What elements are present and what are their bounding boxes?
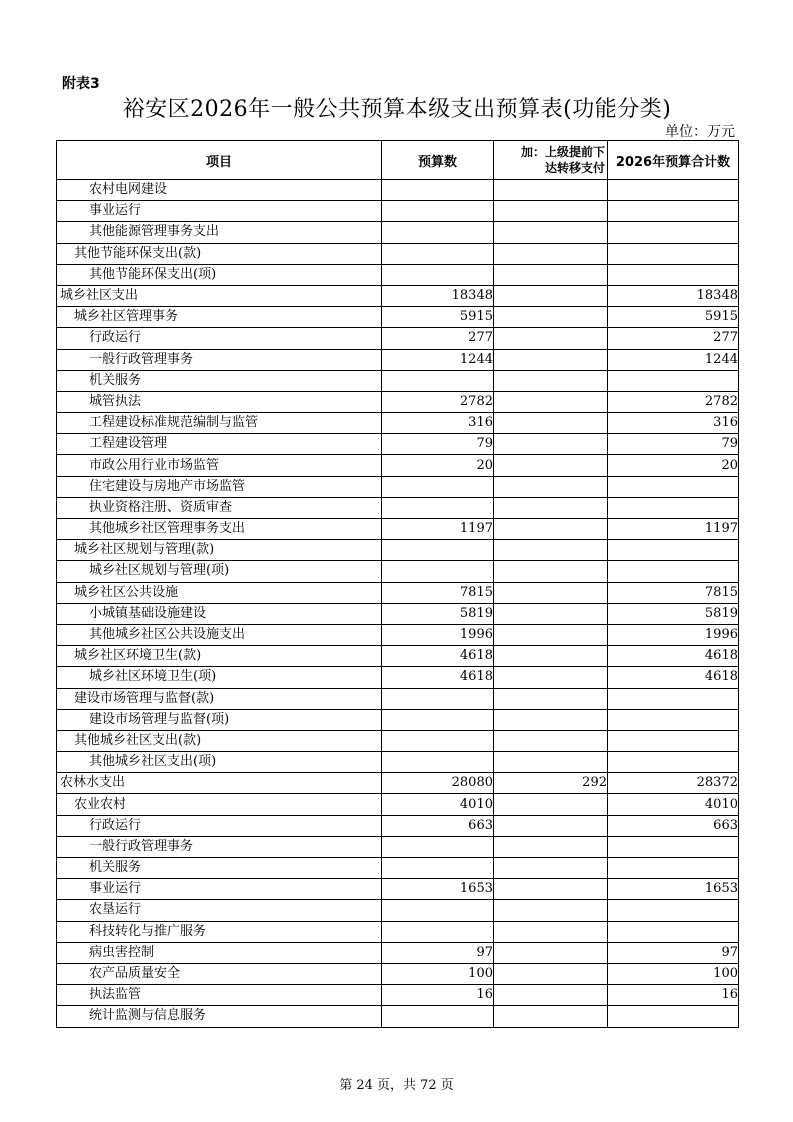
budget-cell — [382, 730, 494, 751]
total-cell: 316 — [608, 413, 739, 434]
transfer-cell — [494, 624, 608, 645]
item-name-cell: 病虫害控制 — [57, 942, 382, 963]
table-row — [57, 476, 739, 497]
table-row — [57, 900, 739, 921]
table-row — [57, 519, 739, 540]
transfer-cell — [494, 307, 608, 328]
total-cell: 20 — [608, 455, 739, 476]
total-cell: 16 — [608, 985, 739, 1006]
budget-table — [56, 140, 739, 1028]
budget-cell: 2782 — [382, 391, 494, 412]
table-row — [57, 243, 739, 264]
item-name-cell: 城乡社区管理事务 — [57, 307, 382, 328]
transfer-cell — [494, 603, 608, 624]
item-name-cell: 城乡社区规划与管理(项) — [57, 561, 382, 582]
budget-cell — [382, 222, 494, 243]
budget-cell — [382, 476, 494, 497]
total-cell — [608, 688, 739, 709]
table-row — [57, 582, 739, 603]
total-cell: 277 — [608, 328, 739, 349]
item-name-cell: 城乡社区支出 — [57, 285, 382, 306]
col-header-budget: 预算数 — [382, 141, 494, 180]
table-row — [57, 752, 739, 773]
item-name-cell: 其他城乡社区公共设施支出 — [57, 624, 382, 645]
total-cell — [608, 201, 739, 222]
budget-cell — [382, 201, 494, 222]
table-row — [57, 858, 739, 879]
table-row — [57, 497, 739, 518]
table-header-row — [57, 141, 739, 180]
transfer-cell — [494, 540, 608, 561]
table-body — [57, 180, 739, 1028]
transfer-cell — [494, 985, 608, 1006]
item-name-cell: 其他城乡社区支出(项) — [57, 752, 382, 773]
unit-label: 单位：万元 — [665, 124, 735, 140]
budget-cell: 1996 — [382, 624, 494, 645]
budget-cell: 100 — [382, 963, 494, 984]
budget-cell: 4618 — [382, 667, 494, 688]
budget-cell: 316 — [382, 413, 494, 434]
table-row — [57, 561, 739, 582]
col-header-transfer — [494, 141, 608, 180]
budget-cell: 1197 — [382, 519, 494, 540]
total-cell — [608, 709, 739, 730]
budget-cell — [382, 370, 494, 391]
transfer-cell — [494, 879, 608, 900]
table-row — [57, 370, 739, 391]
transfer-cell — [494, 497, 608, 518]
transfer-cell — [494, 900, 608, 921]
budget-cell: 4618 — [382, 646, 494, 667]
total-cell: 4618 — [608, 667, 739, 688]
budget-cell — [382, 921, 494, 942]
total-cell: 1197 — [608, 519, 739, 540]
budget-cell: 1244 — [382, 349, 494, 370]
col-header-item: 项目 — [57, 141, 382, 180]
total-cell: 97 — [608, 942, 739, 963]
budget-cell: 28080 — [382, 773, 494, 794]
transfer-cell — [494, 264, 608, 285]
transfer-cell — [494, 858, 608, 879]
total-cell — [608, 476, 739, 497]
transfer-cell — [494, 921, 608, 942]
col-header-transfer-line2: 达转移支付 — [544, 161, 605, 175]
item-name-cell: 城乡社区环境卫生(项) — [57, 667, 382, 688]
table-row — [57, 180, 739, 201]
total-cell — [608, 730, 739, 751]
page-title: 裕安区2026年一般公共预算本级支出预算表(功能分类) — [122, 97, 672, 122]
item-name-cell: 行政运行 — [57, 815, 382, 836]
table-row — [57, 773, 739, 794]
total-cell — [608, 497, 739, 518]
budget-cell — [382, 688, 494, 709]
transfer-cell — [494, 180, 608, 201]
transfer-cell — [494, 752, 608, 773]
table-row — [57, 942, 739, 963]
total-cell — [608, 900, 739, 921]
budget-cell — [382, 900, 494, 921]
total-cell: 2782 — [608, 391, 739, 412]
table-row — [57, 836, 739, 857]
table-row — [57, 815, 739, 836]
item-name-cell: 行政运行 — [57, 328, 382, 349]
budget-cell — [382, 836, 494, 857]
transfer-cell — [494, 519, 608, 540]
table-row — [57, 879, 739, 900]
total-cell: 5915 — [608, 307, 739, 328]
total-cell: 28372 — [608, 773, 739, 794]
item-name-cell: 农业农村 — [57, 794, 382, 815]
transfer-cell — [494, 391, 608, 412]
item-name-cell: 农垦运行 — [57, 900, 382, 921]
table-row — [57, 264, 739, 285]
budget-cell — [382, 180, 494, 201]
item-name-cell: 农产品质量安全 — [57, 963, 382, 984]
transfer-cell — [494, 688, 608, 709]
total-cell: 1653 — [608, 879, 739, 900]
table-row — [57, 709, 739, 730]
transfer-cell — [494, 285, 608, 306]
budget-cell — [382, 243, 494, 264]
item-name-cell: 农林水支出 — [57, 773, 382, 794]
item-name-cell: 事业运行 — [57, 201, 382, 222]
budget-cell: 663 — [382, 815, 494, 836]
table-row — [57, 349, 739, 370]
table-row — [57, 1006, 739, 1027]
transfer-cell — [494, 730, 608, 751]
total-cell: 100 — [608, 963, 739, 984]
transfer-cell — [494, 370, 608, 391]
table-row — [57, 413, 739, 434]
transfer-cell — [494, 963, 608, 984]
item-name-cell: 一般行政管理事务 — [57, 349, 382, 370]
item-name-cell: 统计监测与信息服务 — [57, 1006, 382, 1027]
total-cell — [608, 752, 739, 773]
table-row — [57, 921, 739, 942]
item-name-cell: 市政公用行业市场监管 — [57, 455, 382, 476]
transfer-cell — [494, 667, 608, 688]
transfer-cell — [494, 434, 608, 455]
total-cell: 4618 — [608, 646, 739, 667]
budget-cell: 79 — [382, 434, 494, 455]
budget-cell: 277 — [382, 328, 494, 349]
total-cell — [608, 243, 739, 264]
total-cell: 663 — [608, 815, 739, 836]
transfer-cell — [494, 561, 608, 582]
budget-cell: 1653 — [382, 879, 494, 900]
item-name-cell: 事业运行 — [57, 879, 382, 900]
total-cell — [608, 561, 739, 582]
budget-cell: 5819 — [382, 603, 494, 624]
table-row — [57, 285, 739, 306]
total-cell — [608, 222, 739, 243]
total-cell — [608, 540, 739, 561]
item-name-cell: 其他城乡社区管理事务支出 — [57, 519, 382, 540]
table-row — [57, 963, 739, 984]
transfer-cell: 292 — [494, 773, 608, 794]
table-row — [57, 222, 739, 243]
total-cell: 79 — [608, 434, 739, 455]
item-name-cell: 其他节能环保支出(项) — [57, 264, 382, 285]
total-cell — [608, 180, 739, 201]
budget-cell — [382, 561, 494, 582]
budget-cell: 18348 — [382, 285, 494, 306]
budget-cell: 7815 — [382, 582, 494, 603]
item-name-cell: 执法监管 — [57, 985, 382, 1006]
item-name-cell: 机关服务 — [57, 370, 382, 391]
total-cell: 7815 — [608, 582, 739, 603]
total-cell — [608, 921, 739, 942]
page-footer: 第 24 页，共 72 页 — [339, 1078, 454, 1093]
transfer-cell — [494, 1006, 608, 1027]
table-row — [57, 730, 739, 751]
item-name-cell: 执业资格注册、资质审查 — [57, 497, 382, 518]
table-row — [57, 391, 739, 412]
total-cell: 18348 — [608, 285, 739, 306]
budget-cell: 4010 — [382, 794, 494, 815]
total-cell — [608, 370, 739, 391]
budget-cell: 16 — [382, 985, 494, 1006]
total-cell — [608, 836, 739, 857]
item-name-cell: 其他能源管理事务支出 — [57, 222, 382, 243]
budget-cell — [382, 540, 494, 561]
table-row — [57, 434, 739, 455]
transfer-cell — [494, 582, 608, 603]
item-name-cell: 农村电网建设 — [57, 180, 382, 201]
item-name-cell: 住宅建设与房地产市场监管 — [57, 476, 382, 497]
total-cell: 1244 — [608, 349, 739, 370]
transfer-cell — [494, 836, 608, 857]
table-row — [57, 985, 739, 1006]
item-name-cell: 机关服务 — [57, 858, 382, 879]
transfer-cell — [494, 942, 608, 963]
transfer-cell — [494, 328, 608, 349]
attachment-label: 附表3 — [62, 76, 100, 92]
item-name-cell: 建设市场管理与监督(款) — [57, 688, 382, 709]
table-row — [57, 455, 739, 476]
budget-cell — [382, 858, 494, 879]
budget-cell — [382, 1006, 494, 1027]
transfer-cell — [494, 413, 608, 434]
transfer-cell — [494, 201, 608, 222]
table-row — [57, 624, 739, 645]
transfer-cell — [494, 794, 608, 815]
item-name-cell: 其他城乡社区支出(款) — [57, 730, 382, 751]
transfer-cell — [494, 243, 608, 264]
table-row — [57, 794, 739, 815]
budget-cell: 20 — [382, 455, 494, 476]
budget-cell: 5915 — [382, 307, 494, 328]
item-name-cell: 科技转化与推广服务 — [57, 921, 382, 942]
budget-cell — [382, 709, 494, 730]
col-header-transfer-line1: 加：上级提前下 — [520, 145, 605, 159]
budget-cell: 97 — [382, 942, 494, 963]
item-name-cell: 其他节能环保支出(款) — [57, 243, 382, 264]
total-cell: 5819 — [608, 603, 739, 624]
table-row — [57, 201, 739, 222]
table-row — [57, 667, 739, 688]
table-row — [57, 328, 739, 349]
col-header-total: 2026年预算合计数 — [608, 141, 739, 180]
item-name-cell: 城乡社区环境卫生(款) — [57, 646, 382, 667]
item-name-cell: 一般行政管理事务 — [57, 836, 382, 857]
table-row — [57, 646, 739, 667]
total-cell: 1996 — [608, 624, 739, 645]
table-row — [57, 603, 739, 624]
total-cell: 4010 — [608, 794, 739, 815]
transfer-cell — [494, 455, 608, 476]
item-name-cell: 城管执法 — [57, 391, 382, 412]
transfer-cell — [494, 709, 608, 730]
budget-cell — [382, 752, 494, 773]
transfer-cell — [494, 476, 608, 497]
total-cell — [608, 1006, 739, 1027]
budget-cell — [382, 497, 494, 518]
item-name-cell: 小城镇基础设施建设 — [57, 603, 382, 624]
transfer-cell — [494, 815, 608, 836]
table-row — [57, 688, 739, 709]
item-name-cell: 建设市场管理与监督(项) — [57, 709, 382, 730]
total-cell — [608, 858, 739, 879]
item-name-cell: 城乡社区公共设施 — [57, 582, 382, 603]
item-name-cell: 工程建设管理 — [57, 434, 382, 455]
transfer-cell — [494, 222, 608, 243]
budget-cell — [382, 264, 494, 285]
item-name-cell: 城乡社区规划与管理(款) — [57, 540, 382, 561]
table-row — [57, 307, 739, 328]
transfer-cell — [494, 349, 608, 370]
transfer-cell — [494, 646, 608, 667]
item-name-cell: 工程建设标准规范编制与监管 — [57, 413, 382, 434]
total-cell — [608, 264, 739, 285]
table-row — [57, 540, 739, 561]
